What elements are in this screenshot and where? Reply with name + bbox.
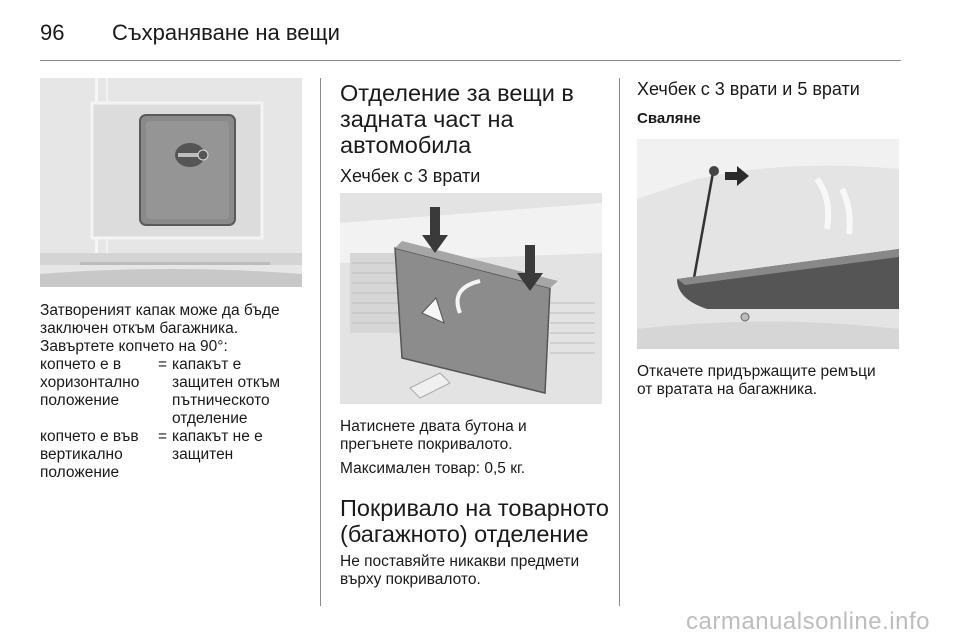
table-cell: отделение [172, 410, 248, 427]
table-row-1-separator: = [158, 356, 168, 373]
heading-line: Отделение за вещи в [340, 80, 574, 106]
max-load-text: Максимален товар: 0,5 кг. [340, 460, 526, 477]
table-cell: защитен откъм [172, 374, 281, 391]
load-cover-warning [340, 553, 615, 589]
subheading-3door: Хечбек с 3 врати [340, 166, 481, 186]
table-row-1-value [172, 356, 312, 428]
table-cell: положение [40, 464, 120, 481]
text-line: Натиснете двата бутона и [340, 418, 527, 435]
table-cell: капакът е [172, 356, 242, 373]
load-cover-removal-figure [637, 139, 899, 349]
table-cell: вертикално [40, 446, 123, 463]
text-line: Откачете придържащите ремъци [637, 363, 876, 380]
heading-line: (багажното) отделение [340, 521, 589, 547]
caption-line: Завъртете копчето на 90°: [40, 338, 228, 355]
section-heading-storage [340, 80, 610, 158]
table-row-2-separator: = [158, 428, 168, 445]
table-cell: защитен [172, 446, 234, 463]
page-number: 96 [40, 20, 65, 45]
caption-line: заключен откъм багажника. [40, 320, 239, 337]
table-row-2-key [40, 428, 158, 482]
subheading-3-and-5-door: Хечбек с 3 врати и 5 врати [637, 79, 860, 99]
section-heading-load-cover [340, 495, 615, 547]
table-cell: положение [40, 392, 120, 409]
column-divider-right [619, 78, 620, 606]
table-cell: капакът не е [172, 428, 263, 445]
text-line: Не поставяйте никакви предмети [340, 553, 580, 570]
table-cell: пътническото [172, 392, 270, 409]
table-cell: копчето е в [40, 356, 122, 373]
table-cell: копчето е във [40, 428, 139, 445]
text-line: от вратата на багажника. [637, 381, 818, 398]
heading-line: задната част на [340, 106, 514, 132]
table-row-1-key [40, 356, 158, 410]
watermark: carmanualsonline.info [686, 608, 930, 635]
page-title: Съхраняване на вещи [112, 20, 340, 45]
heading-line: Покривало на товарното [340, 495, 609, 521]
lock-cover-figure [40, 78, 302, 287]
table-cell: хоризонтално [40, 374, 140, 391]
text-line: прегънете покривалото. [340, 436, 513, 453]
removal-instructions [637, 363, 907, 399]
heading-line: автомобила [340, 132, 472, 158]
text-line: върху покривалото. [340, 571, 481, 588]
storage-instructions [340, 418, 610, 454]
header-rule [40, 60, 901, 61]
storage-compartment-figure [340, 193, 602, 404]
lock-caption [40, 302, 310, 356]
subheading-removal: Сваляне [637, 110, 701, 127]
table-row-2-value [172, 428, 312, 464]
column-divider-left [320, 78, 321, 606]
caption-line: Затвореният капак може да бъде [40, 302, 280, 319]
